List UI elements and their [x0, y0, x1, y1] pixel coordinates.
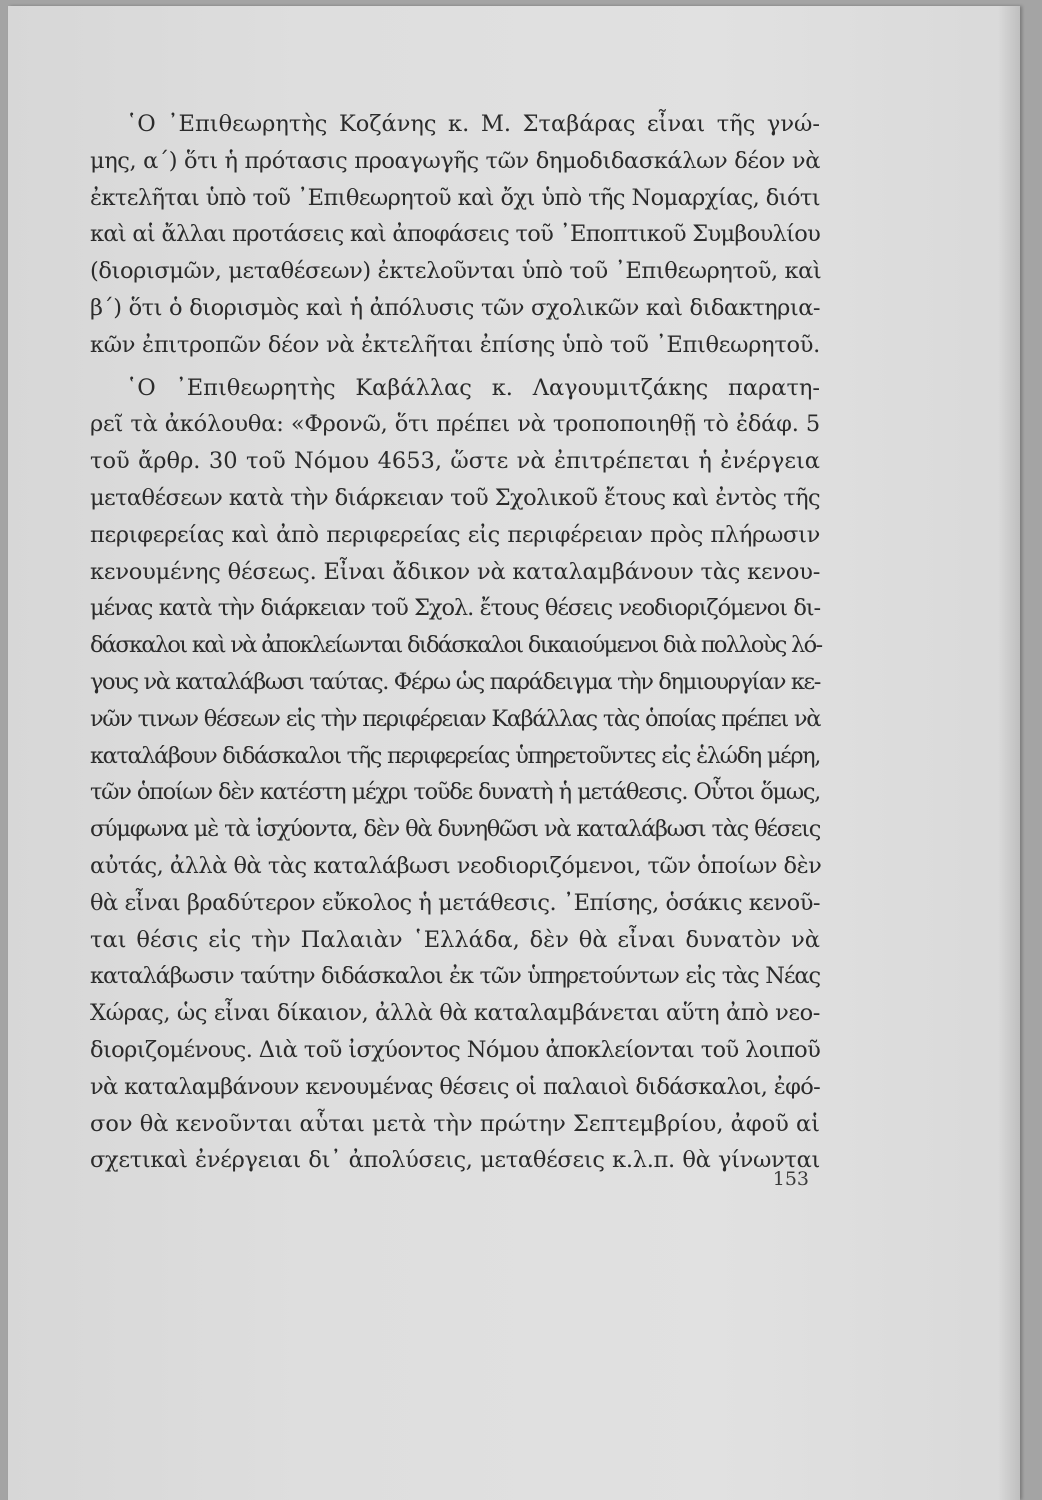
text-line: κενουμένης θέσεως. Εἶναι ἄδικον νὰ καταλαμβάνουν τὰς κενου- — [90, 558, 821, 585]
text-line: διοριζομένους. Διὰ τοῦ ἰσχύοντος Νόμου ἀποκλείονται τοῦ λοιποῦ — [90, 1036, 821, 1063]
body-text — [90, 106, 820, 1179]
text-line: κῶν ἐπιτροπῶν δέον νὰ ἐκτελῆται ἐπίσης ὑπὸ τοῦ ᾿Επιθεωρητοῦ. — [90, 331, 820, 358]
text-line: τῶν ὁποίων δὲν κατέστη μέχρι τοῦδε δυνατὴ ἡ μετάθεσις. Οὗτοι ὅμως, — [90, 779, 820, 806]
text-line: ἐκτελῆται ὑπὸ τοῦ ᾿Επιθεωρητοῦ καὶ ὄχι ὑπὸ τῆς Νομαρχίας, διότι — [90, 184, 820, 211]
text-line: ται θέσις εἰς τὴν Παλαιὰν ῾Ελλάδα, δὲν θὰ εἶναι δυνατὸν νὰ — [90, 926, 820, 953]
text-line: ῾Ο ᾿Επιθεωρητὴς Καβάλλας κ. Λαγουμιτζάκης παρατη- — [126, 374, 820, 401]
text-line: νῶν τινων θέσεων εἰς τὴν περιφέρειαν Καβάλλας τὰς ὁποίας πρέπει νὰ — [90, 705, 820, 732]
text-line: τοῦ ἄρθρ. 30 τοῦ Νόμου 4653, ὥστε νὰ ἐπιτρέπεται ἡ ἐνέργεια — [90, 448, 820, 475]
text-line: καταλάβουν διδάσκαλοι τῆς περιφερείας ὑπηρετοῦντες εἰς ἑλώδη μέρη, — [90, 742, 820, 769]
text-line: Χώρας, ὡς εἶναι δίκαιον, ἀλλὰ θὰ καταλαμβάνεται αὕτη ἀπὸ νεο- — [90, 1000, 820, 1027]
text-line: (διορισμῶν, μεταθέσεων) ἐκτελοῦνται ὑπὸ τοῦ ᾿Επιθεωρητοῦ, καὶ — [90, 258, 822, 285]
text-line: μένας κατὰ τὴν διάρκειαν τοῦ Σχολ. ἔτους θέσεις νεοδιοριζόμενοι δι- — [90, 595, 820, 622]
text-line: σχετικαὶ ἐνέργειαι δι᾿ ἀπολύσεις, μεταθέσεις κ.λ.π. θὰ γίνωνται — [90, 1147, 820, 1174]
text-line: ῾Ο ᾿Επιθεωρητὴς Κοζάνης κ. Μ. Σταβάρας εἶναι τῆς γνώ- — [126, 111, 820, 137]
page-edge-shadow — [998, 6, 1020, 1500]
text-line: ρεῖ τὰ ἀκόλουθα: «Φρονῶ, ὅτι πρέπει νὰ τροποποιηθῇ τὸ ἐδάφ. 5 — [90, 411, 820, 438]
page-number: 153 — [772, 1168, 809, 1190]
text-line: σον θὰ κενοῦνται αὗται μετὰ τὴν πρώτην Σεπτεμβρίου, ἀφοῦ αἱ — [90, 1110, 820, 1137]
text-line: αὐτάς, ἀλλὰ θὰ τὰς καταλάβωσι νεοδιοριζόμενοι, τῶν ὁποίων δὲν — [90, 852, 822, 879]
text-line: μης, α΄) ὅτι ἡ πρότασις προαγωγῆς τῶν δημοδιδασκάλων δέον νὰ — [90, 147, 820, 174]
text-line: καταλάβωσιν ταύτην διδάσκαλοι ἐκ τῶν ὑπηρετούντων εἰς τὰς Νέας — [90, 963, 820, 990]
book-page — [8, 6, 1020, 1500]
text-line: μεταθέσεων κατὰ τὴν διάρκειαν τοῦ Σχολικοῦ ἔτους καὶ ἐντὸς τῆς — [90, 484, 820, 511]
text-line: περιφερείας καὶ ἀπὸ περιφερείας εἰς περιφέρειαν πρὸς πλήρωσιν — [90, 521, 820, 548]
text-line: καὶ αἱ ἄλλαι προτάσεις καὶ ἀποφάσεις τοῦ ᾿Εποπτικοῦ Συμβουλίου — [90, 221, 821, 248]
text-line: β΄) ὅτι ὁ διορισμὸς καὶ ἡ ἀπόλυσις τῶν σχολικῶν καὶ διδακτηρια- — [90, 294, 820, 321]
text-line: νὰ καταλαμβάνουν κενουμένας θέσεις οἱ παλαιοὶ διδάσκαλοι, ἐφό- — [90, 1073, 820, 1100]
text-line: θὰ εἶναι βραδύτερον εὔκολος ἡ μετάθεσις. ᾿Επίσης, ὁσάκις κενοῦ- — [90, 889, 820, 916]
text-line: γους νὰ καταλάβωσι ταύτας. Φέρω ὡς παράδειγμα τὴν δημιουργίαν κε- — [90, 668, 820, 695]
text-line: δάσκαλοι καὶ νὰ ἀποκλείωνται διδάσκαλοι δικαιούμενοι διὰ πολλοὺς λό- — [90, 632, 822, 659]
text-line: σύμφωνα μὲ τὰ ἰσχύοντα, δὲν θὰ δυνηθῶσι νὰ καταλάβωσι τὰς θέσεις — [90, 816, 820, 843]
